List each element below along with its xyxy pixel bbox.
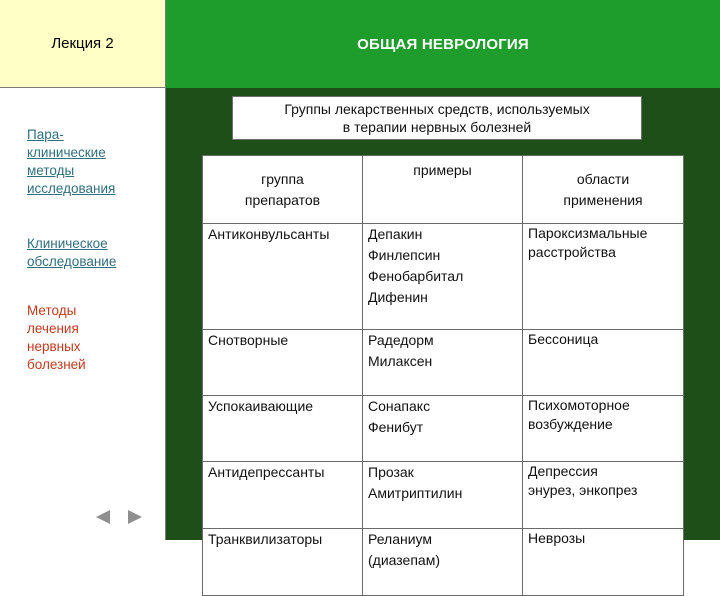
cell-examples: Радедорм Милаксен xyxy=(363,329,523,395)
table-header-row xyxy=(203,156,684,224)
cell-area: Пароксизмальные расстройства xyxy=(523,223,684,329)
drug-groups-table xyxy=(202,155,684,596)
sidebar xyxy=(0,88,166,540)
slide-header xyxy=(166,0,720,88)
cell-group: Антиконвульсанты xyxy=(203,223,363,329)
column-header-area: области применения xyxy=(523,156,684,224)
next-arrow-icon[interactable] xyxy=(128,510,142,524)
slide-title: ОБЩАЯ НЕВРОЛОГИЯ xyxy=(357,35,529,53)
sidebar-item-treatment-methods[interactable]: Методы лечения нервных болезней xyxy=(27,303,86,372)
column-header-group: группа препаратов xyxy=(203,156,363,224)
table-row xyxy=(203,396,684,462)
table-row xyxy=(203,528,684,596)
table-caption: Группы лекарственных средств, используемых в терапии нервных болезней xyxy=(232,96,642,140)
cell-group: Антидепрессанты xyxy=(203,462,363,528)
column-header-examples: примеры xyxy=(363,156,523,224)
lecture-label: Лекция 2 xyxy=(51,35,114,52)
slide-navigation xyxy=(96,510,142,524)
cell-examples: Прозак Амитриптилин xyxy=(363,462,523,528)
table-row xyxy=(203,329,684,395)
sidebar-item-paraclinical-methods[interactable]: Пара- клинические методы исследования xyxy=(27,127,116,196)
prev-arrow-icon[interactable] xyxy=(96,510,110,524)
cell-examples: Сонапакс Фенибут xyxy=(363,396,523,462)
cell-group: Успокаивающие xyxy=(203,396,363,462)
cell-group: Транквилизаторы xyxy=(203,528,363,596)
main-content xyxy=(166,88,720,568)
cell-examples: Реланиум (диазепам) xyxy=(363,528,523,596)
cell-area: Бессоница xyxy=(523,329,684,395)
cell-examples: Депакин Финлепсин Фенобарбитал Дифенин xyxy=(363,223,523,329)
cell-area: Неврозы xyxy=(523,528,684,596)
cell-area: Психомоторное возбуждение xyxy=(523,396,684,462)
table-row xyxy=(203,223,684,329)
cell-area: Депрессия энурез, энкопрез xyxy=(523,462,684,528)
sidebar-item-clinical-examination[interactable]: Клиническое обследование xyxy=(27,236,117,269)
cell-group: Снотворные xyxy=(203,329,363,395)
table-row xyxy=(203,462,684,528)
lecture-label-box xyxy=(0,0,166,88)
